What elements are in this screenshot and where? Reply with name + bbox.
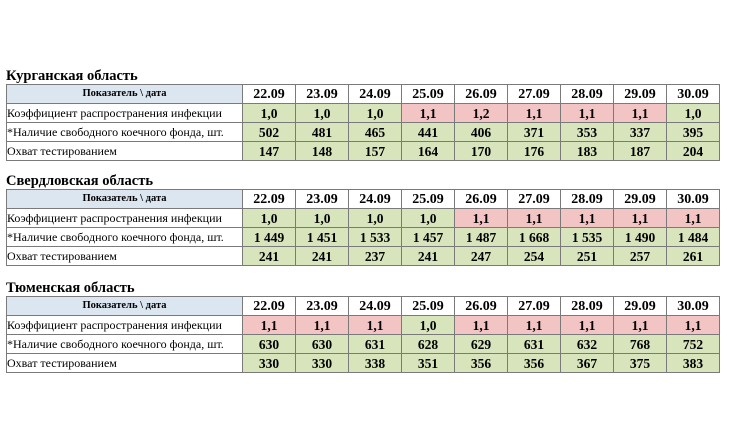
- value-cell: 465: [349, 123, 402, 142]
- value-cell: 367: [561, 354, 614, 373]
- value-cell: 631: [349, 335, 402, 354]
- value-cell: 1,1: [349, 316, 402, 335]
- value-cell: 176: [508, 142, 561, 161]
- header-row: [7, 190, 720, 209]
- value-cell: 356: [508, 354, 561, 373]
- header-row: [7, 297, 720, 316]
- value-cell: 183: [561, 142, 614, 161]
- date-header-cell: 25.09: [402, 190, 455, 209]
- value-cell: 406: [455, 123, 508, 142]
- region-table: [6, 189, 720, 266]
- value-cell: 1,1: [614, 104, 667, 123]
- header-label-cell: Показатель \ дата: [7, 85, 243, 104]
- value-cell: 1,0: [349, 104, 402, 123]
- date-header-cell: 25.09: [402, 85, 455, 104]
- date-header-cell: 25.09: [402, 297, 455, 316]
- value-cell: 147: [243, 142, 296, 161]
- date-header-cell: 26.09: [455, 190, 508, 209]
- value-cell: 630: [243, 335, 296, 354]
- value-cell: 337: [614, 123, 667, 142]
- value-cell: 1,0: [402, 316, 455, 335]
- value-cell: 628: [402, 335, 455, 354]
- value-cell: 1 490: [614, 228, 667, 247]
- date-header-cell: 28.09: [561, 297, 614, 316]
- value-cell: 383: [667, 354, 720, 373]
- value-cell: 1,0: [296, 104, 349, 123]
- date-header-cell: 30.09: [667, 85, 720, 104]
- value-cell: 1,0: [296, 209, 349, 228]
- date-header-cell: 24.09: [349, 297, 402, 316]
- value-cell: 1,1: [614, 209, 667, 228]
- value-cell: 1 457: [402, 228, 455, 247]
- date-header-cell: 22.09: [243, 297, 296, 316]
- region-block: [6, 173, 720, 266]
- value-cell: 1,1: [455, 316, 508, 335]
- value-cell: 251: [561, 247, 614, 266]
- value-cell: 164: [402, 142, 455, 161]
- value-cell: 1,0: [243, 209, 296, 228]
- table-row: [7, 247, 720, 266]
- value-cell: 1,1: [667, 316, 720, 335]
- region-title: Курганская область: [6, 68, 138, 84]
- date-header-cell: 23.09: [296, 85, 349, 104]
- value-cell: 630: [296, 335, 349, 354]
- value-cell: 481: [296, 123, 349, 142]
- row-label: Коэффициент распространения инфекции: [7, 104, 243, 123]
- value-cell: 1,1: [508, 209, 561, 228]
- value-cell: 204: [667, 142, 720, 161]
- value-cell: 632: [561, 335, 614, 354]
- value-cell: 1,1: [508, 316, 561, 335]
- value-cell: 247: [455, 247, 508, 266]
- value-cell: 187: [614, 142, 667, 161]
- value-cell: 353: [561, 123, 614, 142]
- value-cell: 1,1: [508, 104, 561, 123]
- value-cell: 1 668: [508, 228, 561, 247]
- region-title: Тюменская область: [6, 280, 135, 296]
- date-header-cell: 23.09: [296, 297, 349, 316]
- value-cell: 1,1: [296, 316, 349, 335]
- value-cell: 395: [667, 123, 720, 142]
- region-block: [6, 280, 720, 373]
- value-cell: 629: [455, 335, 508, 354]
- value-cell: 1 449: [243, 228, 296, 247]
- value-cell: 1,1: [455, 209, 508, 228]
- value-cell: 1,1: [667, 209, 720, 228]
- value-cell: 148: [296, 142, 349, 161]
- date-header-cell: 28.09: [561, 85, 614, 104]
- table-row: [7, 228, 720, 247]
- value-cell: 241: [243, 247, 296, 266]
- value-cell: 254: [508, 247, 561, 266]
- value-cell: 1,0: [349, 209, 402, 228]
- value-cell: 338: [349, 354, 402, 373]
- value-cell: 330: [243, 354, 296, 373]
- value-cell: 1 484: [667, 228, 720, 247]
- value-cell: 257: [614, 247, 667, 266]
- value-cell: 157: [349, 142, 402, 161]
- date-header-cell: 30.09: [667, 190, 720, 209]
- row-label: Охват тестированием: [7, 142, 243, 161]
- date-header-cell: 29.09: [614, 85, 667, 104]
- date-header-cell: 28.09: [561, 190, 614, 209]
- value-cell: 1,0: [243, 104, 296, 123]
- value-cell: 351: [402, 354, 455, 373]
- value-cell: 1,1: [402, 104, 455, 123]
- date-header-cell: 27.09: [508, 190, 561, 209]
- value-cell: 330: [296, 354, 349, 373]
- value-cell: 441: [402, 123, 455, 142]
- region-table: [6, 84, 720, 161]
- date-header-cell: 29.09: [614, 190, 667, 209]
- table-row: [7, 104, 720, 123]
- row-label: Коэффициент распространения инфекции: [7, 316, 243, 335]
- value-cell: 1,1: [243, 316, 296, 335]
- value-cell: 502: [243, 123, 296, 142]
- value-cell: 237: [349, 247, 402, 266]
- table-row: [7, 142, 720, 161]
- date-header-cell: 27.09: [508, 85, 561, 104]
- header-label-cell: Показатель \ дата: [7, 190, 243, 209]
- row-label: Охват тестированием: [7, 247, 243, 266]
- table-row: [7, 123, 720, 142]
- row-label: Охват тестированием: [7, 354, 243, 373]
- value-cell: 1,2: [455, 104, 508, 123]
- value-cell: 1,1: [561, 104, 614, 123]
- region-title: Свердловская область: [6, 173, 154, 189]
- date-header-cell: 24.09: [349, 85, 402, 104]
- table-row: [7, 354, 720, 373]
- value-cell: 1,0: [402, 209, 455, 228]
- value-cell: 1 535: [561, 228, 614, 247]
- date-header-cell: 29.09: [614, 297, 667, 316]
- table-row: [7, 209, 720, 228]
- date-header-cell: 27.09: [508, 297, 561, 316]
- header-row: [7, 85, 720, 104]
- value-cell: 1,0: [667, 104, 720, 123]
- date-header-cell: 23.09: [296, 190, 349, 209]
- date-header-cell: 24.09: [349, 190, 402, 209]
- date-header-cell: 22.09: [243, 85, 296, 104]
- value-cell: 371: [508, 123, 561, 142]
- row-label: *Наличие свободного коечного фонда, шт.: [7, 228, 243, 247]
- header-label-cell: Показатель \ дата: [7, 297, 243, 316]
- row-label: *Наличие свободного коечного фонда, шт.: [7, 123, 243, 142]
- value-cell: 170: [455, 142, 508, 161]
- value-cell: 1 487: [455, 228, 508, 247]
- value-cell: 356: [455, 354, 508, 373]
- table-row: [7, 316, 720, 335]
- value-cell: 241: [296, 247, 349, 266]
- date-header-cell: 30.09: [667, 297, 720, 316]
- row-label: *Наличие свободного коечного фонда, шт.: [7, 335, 243, 354]
- value-cell: 1,1: [561, 209, 614, 228]
- value-cell: 241: [402, 247, 455, 266]
- date-header-cell: 22.09: [243, 190, 296, 209]
- region-block: [6, 68, 720, 161]
- value-cell: 1,1: [561, 316, 614, 335]
- row-label: Коэффициент распространения инфекции: [7, 209, 243, 228]
- region-table: [6, 296, 720, 373]
- date-header-cell: 26.09: [455, 85, 508, 104]
- value-cell: 1 451: [296, 228, 349, 247]
- value-cell: 1 533: [349, 228, 402, 247]
- value-cell: 631: [508, 335, 561, 354]
- table-row: [7, 335, 720, 354]
- value-cell: 752: [667, 335, 720, 354]
- value-cell: 375: [614, 354, 667, 373]
- value-cell: 1,1: [614, 316, 667, 335]
- value-cell: 768: [614, 335, 667, 354]
- value-cell: 261: [667, 247, 720, 266]
- date-header-cell: 26.09: [455, 297, 508, 316]
